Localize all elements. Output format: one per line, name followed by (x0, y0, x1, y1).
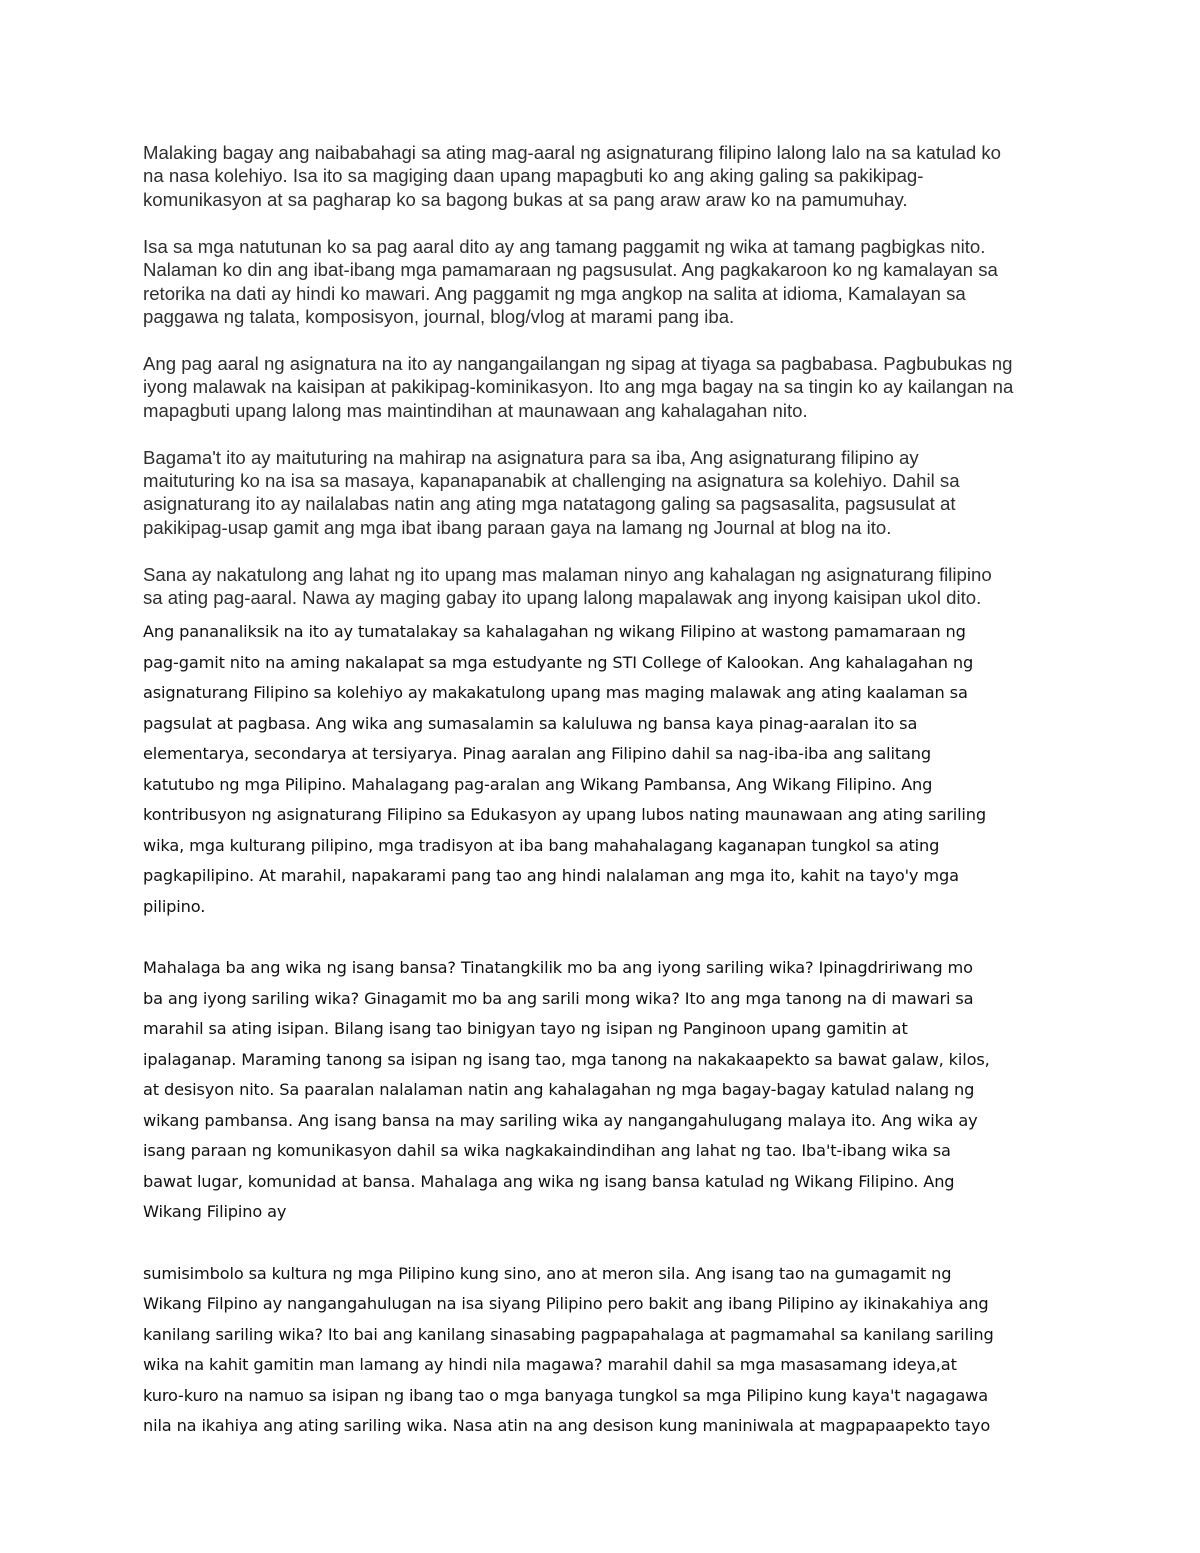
text-line: sumisimbolo sa kultura ng mga Pilipino kung sino, ano at meron sila. Ang isang tao na gumagamit ng (143, 1263, 952, 1283)
text-line: Ang pananaliksik na ito ay tumatalakay sa kahalagahan ng wikang Filipino at wastong pamamaraan ng (143, 622, 966, 641)
text-line: pagkapilipino. At marahil, napakarami pang tao ang hindi nalalaman ang mga ito, kahit na tayo'y mga (143, 866, 959, 885)
text-line: maituturing ko na isa sa masaya, kapanapanabik at challenging na asignatura sa kolehiyo. Dahil sa (143, 469, 960, 491)
research-paragraph (143, 1259, 1061, 1442)
text-line: elementarya, secondarya at tersiyarya. Pinag aaralan ang Filipino dahil sa nag-iba-iba ang salitang (143, 744, 932, 763)
reflection-paragraph (143, 563, 1073, 610)
reflection-section (143, 141, 1073, 633)
text-line: kontribusyon ng asignaturang Filipino sa Edukasyon ay upang lubos nating maunawaan ang ating sariling (143, 805, 986, 824)
text-line: asignaturang Filipino sa kolehiyo ay makakatulong upang mas maging malawak ang ating kaalaman sa (143, 683, 968, 702)
text-line: ipalaganap. Maraming tanong sa isipan ng isang tao, mga tanong na nakakaapekto sa bawat galaw, kilos, (143, 1049, 990, 1069)
text-line: nila na ikahiya ang ating sariling wika. Nasa atin na ang desison kung maniniwala at magpapaapekto tayo (143, 1416, 991, 1435)
text-line: asignaturang ito ay nailalabas natin ang ating mga natatagong galing sa pagsasalita, pagsusulat at (143, 493, 956, 515)
research-paragraph (143, 617, 1061, 922)
text-line: iyong malawak na kaisipan at pakikipag-kominikasyon. Ito ang mga bagay na sa tingin ko ay kailangan na (143, 376, 1014, 398)
text-line: Ang pag aaral ng asignatura na ito ay nangangailangan ng sipag at tiyaga sa pagbabasa. Pagbubukas ng (143, 352, 1013, 374)
text-line: ba ang iyong sariling wika? Ginagamit mo ba ang sarili mong wika? Ito ang mga tanong na di mawari sa (143, 988, 974, 1008)
text-line: pakikipag-usap gamit ang mga ibat ibang paraan gaya na lamang ng Journal at blog na ito. (143, 516, 892, 538)
text-line: wikang pambansa. Ang isang bansa na may sariling wika ay nangangahulugang malaya ito. Ang wika ay (143, 1110, 978, 1130)
text-line: wika, mga kulturang pilipino, mga tradisyon at iba bang mahahalagang kaganapan tungkol sa ating (143, 835, 940, 855)
text-line: kuro-kuro na namuo sa isipan ng ibang tao o mga banyaga tungkol sa mga Pilipino kung kaya't nagagawa (143, 1385, 988, 1405)
text-line: bawat lugar, komunidad at bansa. Mahalaga ang wika ng isang bansa katulad ng Wikang Filipino. Ang (143, 1171, 955, 1191)
text-line: pilipino. (143, 896, 206, 916)
text-line: Isa sa mga natutunan ko sa pag aaral dito ay ang tamang paggamit ng wika at tamang pagbigkas nito. (143, 235, 986, 257)
text-line: Wikang Filpino ay nangangahulugan na isa siyang Pilipino pero bakit ang ibang Pilipino ay ikinakahiya ang (143, 1294, 989, 1313)
text-line: at desisyon nito. Sa paaralan nalalaman natin ang kahalagahan ng mga bagay-bagay katulad nalang ng (143, 1080, 975, 1099)
text-line: sa ating pag-aaral. Nawa ay maging gabay ito upang lalong mapalawak ang inyong kaisipan ukol dito. (143, 587, 982, 609)
text-line: paggawa ng talata, komposisyon, journal, blog/vlog at marami pang iba. (143, 305, 735, 327)
text-line: Wikang Filipino ay (143, 1202, 287, 1221)
text-line: Mahalaga ba ang wika ng isang bansa? Tinatangkilik mo ba ang iyong sariling wika? Ipinagdririwang mo (143, 958, 973, 977)
text-line: kanilang sariling wika? Ito bai ang kanilang sinasabing pagpapahalaga at pagmamahal sa kanilang sariling (143, 1324, 994, 1344)
research-paragraph (143, 953, 1061, 1228)
text-line: katutubo ng mga Pilipino. Mahalagang pag-aralan ang Wikang Pambansa, Ang Wikang Filipino. Ang (143, 774, 933, 794)
text-line: na nasa kolehiyo. Isa ito sa magiging daan upang mapagbuti ko ang aking galing sa pakikipag- (143, 165, 924, 187)
text-line: retorika na dati ay hindi ko mawari. Ang paggamit ng mga angkop na salita at idioma, Kamalayan sa (143, 282, 966, 304)
text-line: isang paraan ng komunikasyon dahil sa wika nagkakaindindihan ang lahat ng tao. Iba't-ibang wika sa (143, 1141, 951, 1160)
text-line: pagsulat at pagbasa. Ang wika ang sumasalamin sa kaluluwa ng bansa kaya pinag-aaralan ito sa (143, 713, 918, 733)
text-line: marahil sa ating isipan. Bilang isang tao binigyan tayo ng isipan ng Panginoon upang gamitin at (143, 1019, 908, 1038)
reflection-paragraph (143, 446, 1073, 540)
reflection-paragraph (143, 352, 1073, 422)
text-line: mapagbuti upang lalong mas maintindihan at maunawaan ang kahalagahan nito. (143, 399, 808, 421)
reflection-paragraph (143, 141, 1073, 211)
text-line: Malaking bagay ang naibabahagi sa ating mag-aaral ng asignaturang filipino lalong lalo na sa katulad ko (143, 142, 1001, 163)
reflection-paragraph (143, 235, 1073, 329)
research-section (143, 617, 1061, 1473)
text-line: komunikasyon at sa pagharap ko sa bagong bukas at sa pang araw araw ko na pamumuhay. (143, 188, 908, 210)
text-line: Bagama't ito ay maituturing na mahirap na asignatura para sa iba, Ang asignaturang filipino ay (143, 446, 919, 468)
text-line: pag-gamit nito na aming nakalapat sa mga estudyante ng STI College of Kalookan. Ang kahalagahan ng (143, 652, 974, 672)
text-line: Nalaman ko din ang ibat-ibang mga pamamaraan ng pagsusulat. Ang pagkakaroon ko ng kamalayan sa (143, 259, 998, 281)
text-line: Sana ay nakatulong ang lahat ng ito upang mas malaman ninyo ang kahalagan ng asignaturang filipino (143, 563, 992, 585)
text-line: wika na kahit gamitin man lamang ay hindi nila magawa? marahil dahil sa mga masasamang ideya,at (143, 1355, 957, 1374)
